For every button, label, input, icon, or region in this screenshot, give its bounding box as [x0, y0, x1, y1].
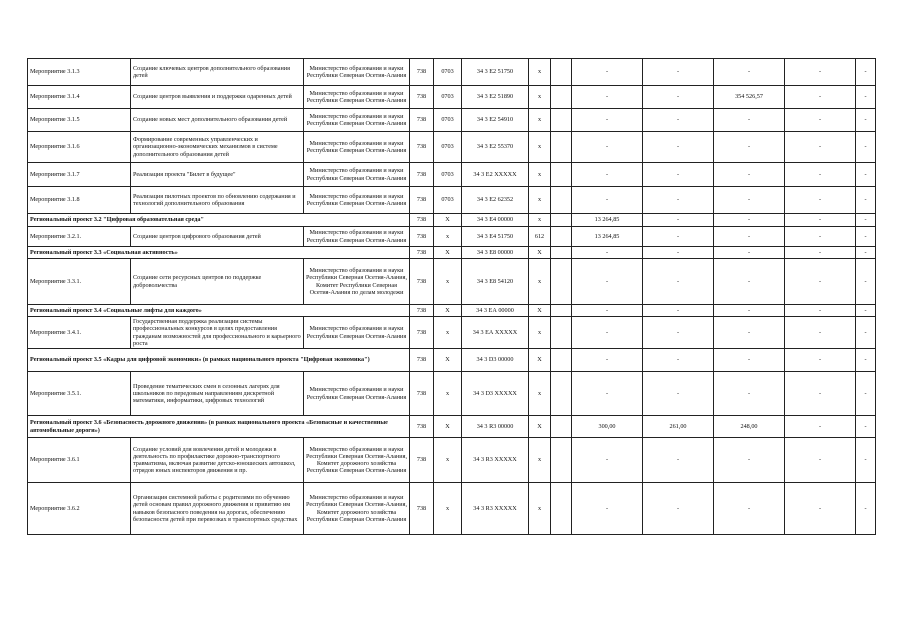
spacer-cell — [551, 416, 572, 438]
amount-cell: - — [572, 187, 643, 214]
amount-cell: - — [714, 187, 785, 214]
amount-cell: - — [572, 259, 643, 305]
table-row — [28, 317, 876, 349]
amount-cell: - — [856, 163, 876, 187]
amount-cell: - — [572, 163, 643, 187]
amount-cell: - — [856, 109, 876, 132]
responsible-org: Министерство образования и науки Республики Северная Осетия-Алания — [304, 59, 410, 86]
amount-cell: - — [643, 109, 714, 132]
amount-cell: - — [714, 163, 785, 187]
responsible-org: Министерство образования и науки Республики Северная Осетия-Алания — [304, 317, 410, 349]
amount-cell: - — [785, 132, 856, 163]
code-type: х — [529, 59, 551, 86]
item-description: Создание центров цифрового образования детей — [131, 227, 304, 247]
amount-cell: - — [714, 214, 785, 227]
item-description: Проведение тематических смен в сезонных лагерях для школьников по передовым направлениям дискретной математики, информатики, цифровых технологий — [131, 372, 304, 416]
code-type: Х — [529, 305, 551, 317]
spacer-cell — [551, 187, 572, 214]
code-grbs: 738 — [410, 163, 434, 187]
amount-cell: - — [643, 214, 714, 227]
amount-cell: - — [714, 317, 785, 349]
code-section: 0703 — [434, 86, 462, 109]
item-name: Мероприятие 3.5.1. — [28, 372, 131, 416]
item-description: Создание ключевых центров дополнительного образования детей — [131, 59, 304, 86]
code-target: 34 3 Е8 00000 — [462, 247, 529, 259]
code-section: Х — [434, 416, 462, 438]
table-row — [28, 372, 876, 416]
code-type: 612 — [529, 227, 551, 247]
code-section: х — [434, 259, 462, 305]
amount-cell: - — [785, 305, 856, 317]
item-description: Реализация пилотных проектов по обновлению содержания и технологий дополнительного образования — [131, 187, 304, 214]
project-title: Региональный проект 3.5 «Кадры для цифровой экономики» (в рамках национального проекта "Цифровая экономика") — [28, 349, 410, 372]
code-type: Х — [529, 416, 551, 438]
code-grbs: 738 — [410, 109, 434, 132]
amount-cell: - — [572, 86, 643, 109]
amount-cell: - — [785, 372, 856, 416]
item-description: Создание центров выявления и поддержки одаренных детей — [131, 86, 304, 109]
amount-cell: - — [714, 247, 785, 259]
spacer-cell — [551, 132, 572, 163]
amount-cell: - — [643, 438, 714, 483]
code-type: х — [529, 483, 551, 535]
amount-cell: - — [572, 349, 643, 372]
amount-cell: 354 526,57 — [714, 86, 785, 109]
item-name: Мероприятие 3.1.8 — [28, 187, 131, 214]
project-title: Региональный проект 3.4 «Социальные лифты для каждого» — [28, 305, 410, 317]
spacer-cell — [551, 317, 572, 349]
spacer-cell — [551, 483, 572, 535]
code-target: 34 3 Е2 54910 — [462, 109, 529, 132]
amount-cell: - — [714, 372, 785, 416]
amount-cell: 300,00 — [572, 416, 643, 438]
code-target: 34 3 D3 00000 — [462, 349, 529, 372]
code-section: х — [434, 483, 462, 535]
item-name: Мероприятие 3.6.1 — [28, 438, 131, 483]
amount-cell: - — [643, 349, 714, 372]
project-row — [28, 416, 876, 438]
item-description: Формирование современных управленческих и организационно-экономических механизмов в системе дополнительного образования детей — [131, 132, 304, 163]
code-target: 34 3 Е4 51750 — [462, 227, 529, 247]
amount-cell: - — [643, 227, 714, 247]
code-target: 34 3 Е2 51750 — [462, 59, 529, 86]
amount-cell: - — [856, 259, 876, 305]
code-section: 0703 — [434, 132, 462, 163]
item-description: Создание новых мест дополнительного образования детей — [131, 109, 304, 132]
code-section: х — [434, 317, 462, 349]
table-row — [28, 438, 876, 483]
amount-cell: 13 264,85 — [572, 227, 643, 247]
code-grbs: 738 — [410, 317, 434, 349]
responsible-org: Министерство образования и науки Республики Северная Осетия-Алания, Комитет дорожного хозяйства Республики Северная Осетия-Алания — [304, 438, 410, 483]
amount-cell: - — [643, 163, 714, 187]
responsible-org: Министерство образования и науки Республики Северная Осетия-Алания, Комитет Республики Северная Осетия-Алания по делам молодежи — [304, 259, 410, 305]
amount-cell: - — [856, 187, 876, 214]
code-type: х — [529, 109, 551, 132]
amount-cell: - — [643, 132, 714, 163]
amount-cell: - — [714, 227, 785, 247]
responsible-org: Министерство образования и науки Республики Северная Осетия-Алания — [304, 187, 410, 214]
project-row — [28, 305, 876, 317]
code-type: х — [529, 163, 551, 187]
item-name: Мероприятие 3.1.5 — [28, 109, 131, 132]
amount-cell: - — [785, 259, 856, 305]
item-description: Реализация проекта "Билет в будущее" — [131, 163, 304, 187]
code-type: Х — [529, 247, 551, 259]
amount-cell: - — [856, 438, 876, 483]
code-section: х — [434, 438, 462, 483]
spacer-cell — [551, 59, 572, 86]
spacer-cell — [551, 305, 572, 317]
amount-cell: - — [714, 349, 785, 372]
spacer-cell — [551, 349, 572, 372]
code-grbs: 738 — [410, 187, 434, 214]
amount-cell: - — [856, 416, 876, 438]
table-row — [28, 109, 876, 132]
code-grbs: 738 — [410, 416, 434, 438]
amount-cell: - — [856, 349, 876, 372]
responsible-org: Министерство образования и науки Республики Северная Осетия-Алания — [304, 163, 410, 187]
amount-cell: - — [643, 305, 714, 317]
amount-cell: - — [714, 109, 785, 132]
table-row — [28, 132, 876, 163]
code-grbs: 738 — [410, 59, 434, 86]
project-title: Региональный проект 3.6 «Безопасность дорожного движения» (в рамках национального проекта «Безопасные и качественные автомобильные дороги») — [28, 416, 410, 438]
spacer-cell — [551, 247, 572, 259]
code-section: 0703 — [434, 109, 462, 132]
amount-cell: - — [785, 109, 856, 132]
code-type: Х — [529, 349, 551, 372]
amount-cell: - — [643, 59, 714, 86]
amount-cell: - — [856, 305, 876, 317]
item-description: Государственная поддержка реализации системы профессиональных конкурсов в целях предоставления гражданам возможностей для профессионального и карьерного роста — [131, 317, 304, 349]
amount-cell: - — [572, 438, 643, 483]
table-row — [28, 163, 876, 187]
code-type: х — [529, 372, 551, 416]
table-row — [28, 483, 876, 535]
amount-cell: - — [785, 187, 856, 214]
code-type: х — [529, 317, 551, 349]
amount-cell: - — [643, 483, 714, 535]
code-grbs: 738 — [410, 132, 434, 163]
amount-cell: - — [643, 317, 714, 349]
amount-cell: - — [572, 59, 643, 86]
amount-cell: - — [714, 438, 785, 483]
code-target: 34 3 Е2 62352 — [462, 187, 529, 214]
table-row — [28, 86, 876, 109]
code-section: Х — [434, 305, 462, 317]
item-description: Организация системной работы с родителями по обучению детей основам правил дорожного движения и привитию им навыков безопасного поведения на дорогах, обеспечению безопасности детей при перевозках в транспортных средствах — [131, 483, 304, 535]
code-target: 34 3 D3 ХХХХХ — [462, 372, 529, 416]
item-name: Мероприятие 3.4.1. — [28, 317, 131, 349]
amount-cell: - — [643, 372, 714, 416]
project-title: Региональный проект 3.3 «Социальная активность» — [28, 247, 410, 259]
code-target: 34 3 Е8 54120 — [462, 259, 529, 305]
item-name: Мероприятие 3.1.3 — [28, 59, 131, 86]
spacer-cell — [551, 372, 572, 416]
amount-cell: - — [714, 259, 785, 305]
spacer-cell — [551, 227, 572, 247]
item-name: Мероприятие 3.6.2 — [28, 483, 131, 535]
amount-cell: - — [856, 59, 876, 86]
code-target: 34 3 Е4 00000 — [462, 214, 529, 227]
code-section: Х — [434, 349, 462, 372]
amount-cell: - — [714, 132, 785, 163]
spacer-cell — [551, 86, 572, 109]
amount-cell: - — [785, 483, 856, 535]
amount-cell: - — [643, 86, 714, 109]
code-type: х — [529, 214, 551, 227]
spacer-cell — [551, 438, 572, 483]
code-grbs: 738 — [410, 86, 434, 109]
code-target: 34 3 Е2 ХХХХХ — [462, 163, 529, 187]
amount-cell: - — [785, 247, 856, 259]
item-name: Мероприятие 3.1.6 — [28, 132, 131, 163]
amount-cell: - — [714, 483, 785, 535]
code-section: 0703 — [434, 163, 462, 187]
code-section: 0703 — [434, 187, 462, 214]
amount-cell: - — [785, 438, 856, 483]
code-type: х — [529, 438, 551, 483]
amount-cell: 261,00 — [643, 416, 714, 438]
code-target: 34 3 ЕА ХХХХХ — [462, 317, 529, 349]
responsible-org: Министерство образования и науки Республики Северная Осетия-Алания — [304, 86, 410, 109]
code-type: х — [529, 187, 551, 214]
code-target: 34 3 R3 ХХХХХ — [462, 483, 529, 535]
code-grbs: 738 — [410, 214, 434, 227]
item-name: Мероприятие 3.1.4 — [28, 86, 131, 109]
code-target: 34 3 Е2 55370 — [462, 132, 529, 163]
table-row — [28, 259, 876, 305]
amount-cell: - — [714, 59, 785, 86]
responsible-org: Министерство образования и науки Республики Северная Осетия-Алания — [304, 372, 410, 416]
amount-cell: - — [856, 317, 876, 349]
amount-cell: 13 264,85 — [572, 214, 643, 227]
amount-cell: - — [856, 483, 876, 535]
responsible-org: Министерство образования и науки Республики Северная Осетия-Алания — [304, 227, 410, 247]
amount-cell: - — [785, 214, 856, 227]
amount-cell: - — [572, 317, 643, 349]
amount-cell: - — [643, 259, 714, 305]
amount-cell: - — [572, 372, 643, 416]
project-title: Региональный проект 3.2 "Цифровая образовательная среда" — [28, 214, 410, 227]
code-section: х — [434, 372, 462, 416]
code-grbs: 738 — [410, 349, 434, 372]
code-type: х — [529, 259, 551, 305]
item-name: Мероприятие 3.3.1. — [28, 259, 131, 305]
spacer-cell — [551, 109, 572, 132]
project-row — [28, 247, 876, 259]
amount-cell: - — [714, 305, 785, 317]
table-row — [28, 187, 876, 214]
item-name: Мероприятие 3.1.7 — [28, 163, 131, 187]
amount-cell: - — [785, 349, 856, 372]
code-section: х — [434, 227, 462, 247]
responsible-org: Министерство образования и науки Республики Северная Осетия-Алания — [304, 132, 410, 163]
amount-cell: - — [856, 372, 876, 416]
budget-table — [27, 58, 876, 535]
amount-cell: - — [785, 416, 856, 438]
code-grbs: 738 — [410, 483, 434, 535]
code-section: Х — [434, 247, 462, 259]
code-grbs: 738 — [410, 259, 434, 305]
amount-cell: - — [856, 227, 876, 247]
amount-cell: - — [572, 109, 643, 132]
spacer-cell — [551, 214, 572, 227]
amount-cell: - — [856, 86, 876, 109]
code-grbs: 738 — [410, 227, 434, 247]
project-row — [28, 214, 876, 227]
amount-cell: - — [856, 214, 876, 227]
code-section: 0703 — [434, 59, 462, 86]
code-section: Х — [434, 214, 462, 227]
code-target: 34 3 ЕА 00000 — [462, 305, 529, 317]
code-target: 34 3 Е2 51890 — [462, 86, 529, 109]
responsible-org: Министерство образования и науки Республики Северная Осетия-Алания, Комитет дорожного хозяйства Республики Северная Осетия-Алания — [304, 483, 410, 535]
responsible-org: Министерство образования и науки Республики Северная Осетия-Алания — [304, 109, 410, 132]
amount-cell: - — [856, 132, 876, 163]
amount-cell: - — [572, 483, 643, 535]
amount-cell: - — [785, 317, 856, 349]
table-row — [28, 227, 876, 247]
code-grbs: 738 — [410, 438, 434, 483]
item-description: Создание сети ресурсных центров по поддержке добровольчества — [131, 259, 304, 305]
amount-cell: - — [785, 59, 856, 86]
spacer-cell — [551, 163, 572, 187]
code-type: х — [529, 86, 551, 109]
project-row — [28, 349, 876, 372]
amount-cell: - — [643, 187, 714, 214]
amount-cell: - — [572, 305, 643, 317]
code-grbs: 738 — [410, 247, 434, 259]
amount-cell: - — [785, 163, 856, 187]
code-grbs: 738 — [410, 372, 434, 416]
amount-cell: - — [785, 227, 856, 247]
item-name: Мероприятие 3.2.1. — [28, 227, 131, 247]
code-grbs: 738 — [410, 305, 434, 317]
item-description: Создание условий для вовлечения детей и молодежи в деятельность по профилактике дорожно-транспортного травматизма, включая развитие детско-юношеских автошкол, отрядов юных инспекторов движения и пр. — [131, 438, 304, 483]
amount-cell: 248,00 — [714, 416, 785, 438]
table-row — [28, 59, 876, 86]
amount-cell: - — [572, 132, 643, 163]
amount-cell: - — [856, 247, 876, 259]
code-type: х — [529, 132, 551, 163]
code-target: 34 3 R3 ХХХХХ — [462, 438, 529, 483]
amount-cell: - — [785, 86, 856, 109]
code-target: 34 3 R3 00000 — [462, 416, 529, 438]
spacer-cell — [551, 259, 572, 305]
amount-cell: - — [643, 247, 714, 259]
amount-cell: - — [572, 247, 643, 259]
